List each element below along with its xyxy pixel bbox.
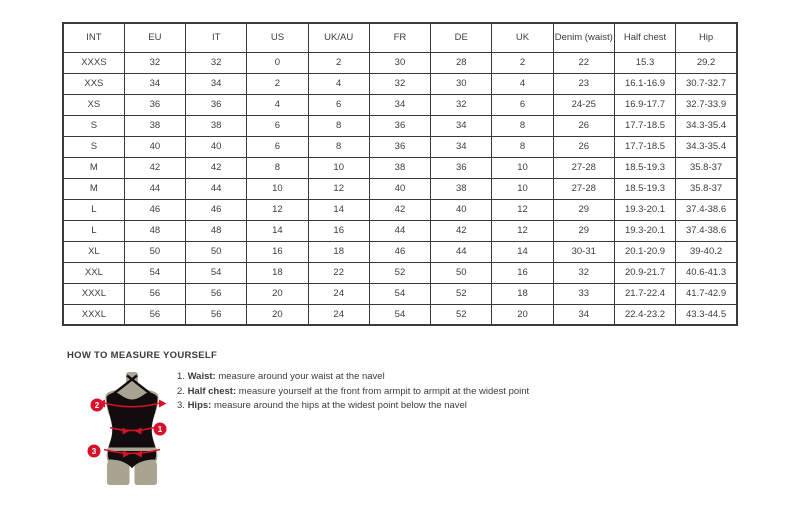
- table-row: [63, 304, 737, 325]
- table-cell: L: [63, 199, 124, 220]
- table-cell: 36: [369, 136, 430, 157]
- table-cell: 4: [308, 73, 369, 94]
- hips-badge-number: 3: [91, 447, 97, 456]
- size-chart-header: [63, 23, 737, 52]
- table-cell: 10: [247, 178, 308, 199]
- table-cell: 48: [186, 220, 247, 241]
- table-cell: 23: [553, 73, 614, 94]
- table-cell: 32: [431, 94, 492, 115]
- column-header: US: [247, 23, 308, 52]
- table-cell: 35.8-37: [676, 157, 737, 178]
- table-cell: 4: [492, 73, 553, 94]
- table-cell: 37.4-38.6: [676, 199, 737, 220]
- table-cell: 16: [492, 262, 553, 283]
- table-cell: 21.7-22.4: [614, 283, 675, 304]
- table-cell: 48: [124, 220, 185, 241]
- table-cell: 56: [186, 283, 247, 304]
- table-cell: 52: [369, 262, 430, 283]
- table-cell: 46: [124, 199, 185, 220]
- table-cell: 29: [553, 199, 614, 220]
- table-cell: 32: [124, 52, 185, 73]
- table-cell: 28: [431, 52, 492, 73]
- measure-step: [177, 401, 529, 411]
- table-cell: 52: [431, 283, 492, 304]
- table-cell: 6: [247, 136, 308, 157]
- table-row: [63, 157, 737, 178]
- step-number: 1.: [177, 371, 188, 382]
- table-cell: 39-40.2: [676, 241, 737, 262]
- table-cell: 44: [186, 178, 247, 199]
- size-chart-body: [63, 52, 737, 325]
- table-cell: 30: [431, 73, 492, 94]
- column-header: IT: [186, 23, 247, 52]
- table-cell: 40: [124, 136, 185, 157]
- table-cell: 10: [492, 178, 553, 199]
- table-cell: 41.7-42.9: [676, 283, 737, 304]
- table-cell: 16.1-16.9: [614, 73, 675, 94]
- table-cell: 54: [369, 304, 430, 325]
- table-cell: XXXL: [63, 304, 124, 325]
- table-cell: 14: [247, 220, 308, 241]
- measure-steps: [177, 372, 529, 416]
- table-cell: 6: [492, 94, 553, 115]
- table-cell: 40.6-41.3: [676, 262, 737, 283]
- table-cell: 40: [369, 178, 430, 199]
- measure-step: [177, 372, 529, 382]
- size-chart-header-row: [63, 23, 737, 52]
- table-cell: 20: [247, 283, 308, 304]
- table-cell: 20: [492, 304, 553, 325]
- table-cell: 34: [431, 115, 492, 136]
- table-cell: 22.4-23.2: [614, 304, 675, 325]
- table-row: [63, 199, 737, 220]
- table-cell: S: [63, 115, 124, 136]
- column-header: UK: [492, 23, 553, 52]
- table-cell: 20.9-21.7: [614, 262, 675, 283]
- column-header: UK/AU: [308, 23, 369, 52]
- table-cell: 8: [308, 136, 369, 157]
- table-cell: 17.7-18.5: [614, 115, 675, 136]
- table-cell: 37.4-38.6: [676, 220, 737, 241]
- table-cell: 36: [431, 157, 492, 178]
- table-cell: M: [63, 157, 124, 178]
- table-cell: 24: [308, 283, 369, 304]
- table-cell: 19.3-20.1: [614, 220, 675, 241]
- column-header: EU: [124, 23, 185, 52]
- table-cell: 22: [308, 262, 369, 283]
- table-cell: 12: [308, 178, 369, 199]
- table-cell: 38: [431, 178, 492, 199]
- table-cell: 14: [308, 199, 369, 220]
- table-cell: 4: [247, 94, 308, 115]
- column-header: Half chest: [614, 23, 675, 52]
- table-cell: 8: [492, 136, 553, 157]
- table-cell: 30.7-32.7: [676, 73, 737, 94]
- table-cell: 18: [247, 262, 308, 283]
- table-cell: 2: [492, 52, 553, 73]
- table-cell: 34: [369, 94, 430, 115]
- table-cell: 34.3-35.4: [676, 115, 737, 136]
- table-cell: 42: [124, 157, 185, 178]
- table-row: [63, 241, 737, 262]
- table-cell: 2: [308, 52, 369, 73]
- table-cell: 32: [553, 262, 614, 283]
- size-chart-table: [62, 22, 738, 326]
- table-cell: 56: [124, 304, 185, 325]
- step-label: Half chest:: [187, 385, 237, 397]
- mannequin-right-leg: [135, 462, 158, 485]
- table-cell: 26: [553, 115, 614, 136]
- table-cell: 24: [308, 304, 369, 325]
- measure-section-title: HOW TO MEASURE YOURSELF: [67, 350, 218, 361]
- table-cell: 42: [431, 220, 492, 241]
- table-row: [63, 178, 737, 199]
- table-cell: 32.7-33.9: [676, 94, 737, 115]
- table-cell: 44: [124, 178, 185, 199]
- table-cell: 6: [308, 94, 369, 115]
- measure-step: [177, 387, 529, 397]
- table-cell: 35.8-37: [676, 178, 737, 199]
- table-cell: 40: [431, 199, 492, 220]
- table-cell: 27-28: [553, 157, 614, 178]
- table-cell: 20: [247, 304, 308, 325]
- table-cell: 36: [369, 115, 430, 136]
- mannequin-illustration: [82, 370, 182, 488]
- table-cell: 12: [247, 199, 308, 220]
- table-cell: M: [63, 178, 124, 199]
- table-cell: 50: [124, 241, 185, 262]
- table-cell: 30-31: [553, 241, 614, 262]
- table-row: [63, 94, 737, 115]
- table-cell: 2: [247, 73, 308, 94]
- table-cell: XXXS: [63, 52, 124, 73]
- table-cell: 16.9-17.7: [614, 94, 675, 115]
- table-cell: 16: [308, 220, 369, 241]
- table-cell: 30: [369, 52, 430, 73]
- step-text: measure around your waist at the navel: [215, 371, 385, 382]
- table-cell: 8: [492, 115, 553, 136]
- table-cell: 46: [186, 199, 247, 220]
- table-row: [63, 136, 737, 157]
- table-cell: 40: [186, 136, 247, 157]
- table-cell: 29: [553, 220, 614, 241]
- table-cell: 34: [186, 73, 247, 94]
- table-cell: 18.5-19.3: [614, 157, 675, 178]
- table-cell: 17.7-18.5: [614, 136, 675, 157]
- table-cell: 34: [553, 304, 614, 325]
- column-header: Hip: [676, 23, 737, 52]
- half-chest-badge-number: 2: [94, 401, 100, 410]
- table-cell: 12: [492, 199, 553, 220]
- table-cell: 34: [431, 136, 492, 157]
- table-cell: 18: [308, 241, 369, 262]
- table-cell: 33: [553, 283, 614, 304]
- table-cell: 18.5-19.3: [614, 178, 675, 199]
- table-cell: 43.3-44.5: [676, 304, 737, 325]
- table-cell: 8: [308, 115, 369, 136]
- table-cell: 52: [431, 304, 492, 325]
- table-cell: XXL: [63, 262, 124, 283]
- table-cell: 16: [247, 241, 308, 262]
- measurement-figure: [82, 370, 182, 488]
- step-label: Hips:: [187, 400, 212, 411]
- table-cell: XS: [63, 94, 124, 115]
- step-label: Waist:: [187, 371, 216, 382]
- table-cell: 38: [124, 115, 185, 136]
- table-cell: 14: [492, 241, 553, 262]
- table-cell: 15.3: [614, 52, 675, 73]
- table-cell: 54: [186, 262, 247, 283]
- step-text: measure yourself at the front from armpit to armpit at the widest point: [236, 385, 530, 397]
- table-cell: 42: [186, 157, 247, 178]
- table-cell: 36: [186, 94, 247, 115]
- table-cell: S: [63, 136, 124, 157]
- table-row: [63, 262, 737, 283]
- table-cell: XL: [63, 241, 124, 262]
- table-cell: 10: [308, 157, 369, 178]
- table-cell: 19.3-20.1: [614, 199, 675, 220]
- mannequin-left-leg: [107, 462, 130, 485]
- camisole: [107, 393, 158, 448]
- table-cell: 29.2: [676, 52, 737, 73]
- table-cell: 44: [431, 241, 492, 262]
- column-header: FR: [369, 23, 430, 52]
- step-text: measure around the hips at the widest point below the navel: [211, 400, 467, 411]
- table-cell: 10: [492, 157, 553, 178]
- table-cell: 38: [186, 115, 247, 136]
- table-cell: XXXL: [63, 283, 124, 304]
- table-row: [63, 73, 737, 94]
- table-cell: 34: [124, 73, 185, 94]
- table-row: [63, 283, 737, 304]
- table-cell: 50: [431, 262, 492, 283]
- table-cell: 36: [124, 94, 185, 115]
- table-cell: 56: [186, 304, 247, 325]
- table-cell: 27-28: [553, 178, 614, 199]
- table-cell: 54: [124, 262, 185, 283]
- table-cell: 6: [247, 115, 308, 136]
- table-cell: 34.3-35.4: [676, 136, 737, 157]
- table-cell: 44: [369, 220, 430, 241]
- table-row: [63, 220, 737, 241]
- step-number: 3.: [177, 400, 188, 411]
- table-cell: 8: [247, 157, 308, 178]
- step-number: 2.: [177, 385, 188, 397]
- table-cell: 26: [553, 136, 614, 157]
- table-cell: 22: [553, 52, 614, 73]
- table-cell: 50: [186, 241, 247, 262]
- table-cell: 42: [369, 199, 430, 220]
- table-row: [63, 115, 737, 136]
- table-cell: 54: [369, 283, 430, 304]
- table-cell: 56: [124, 283, 185, 304]
- table-row: [63, 52, 737, 73]
- waist-badge-number: 1: [157, 425, 163, 434]
- table-cell: 24-25: [553, 94, 614, 115]
- column-header: Denim (waist): [553, 23, 614, 52]
- table-cell: 32: [186, 52, 247, 73]
- table-cell: 38: [369, 157, 430, 178]
- column-header: INT: [63, 23, 124, 52]
- column-header: DE: [431, 23, 492, 52]
- table-cell: 0: [247, 52, 308, 73]
- table-cell: XXS: [63, 73, 124, 94]
- table-cell: 18: [492, 283, 553, 304]
- table-cell: L: [63, 220, 124, 241]
- table-cell: 32: [369, 73, 430, 94]
- table-cell: 20.1-20.9: [614, 241, 675, 262]
- table-cell: 12: [492, 220, 553, 241]
- table-cell: 46: [369, 241, 430, 262]
